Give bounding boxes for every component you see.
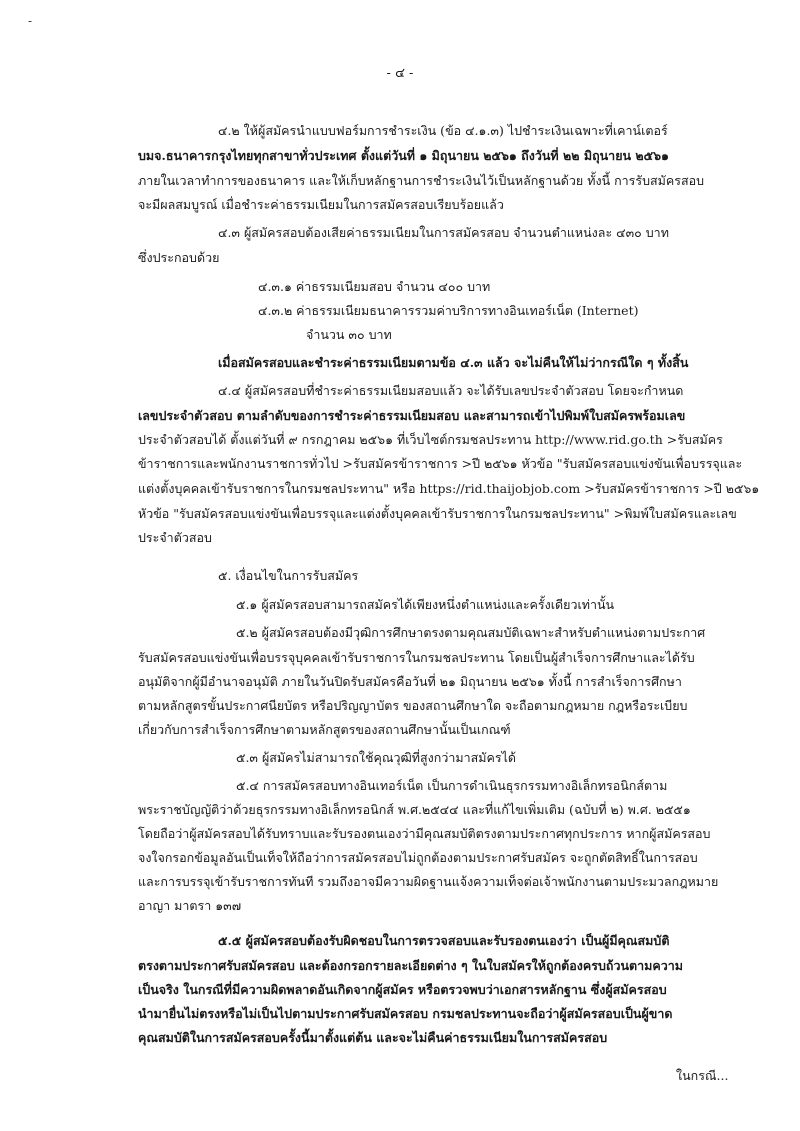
- para-5-4-line-6: อาญา มาตรา ๑๓๗: [138, 898, 242, 913]
- corner-mark: -: [28, 14, 33, 28]
- para-5-2-line-3: อนุมัติจากผู้มีอำนาจอนุมัติ ภายในวันปิดรับสมัครคือวันที่ ๒๑ มิถุนายน ๒๕๖๑ ทั้งนี้ การสำเร็จการศึกษา: [138, 674, 682, 689]
- para-5-5-line-5: คุณสมบัติในการสมัครสอบครั้งนี้มาตั้งแต่ต้น และจะไม่คืนค่าธรรมเนียมในการสมัครสอบ: [138, 1030, 608, 1045]
- para-5-5-line-4: นำมายื่นไม่ตรงหรือไม่เป็นไปตามประกาศรับสมัครสอบ กรมชลประทานจะถือว่าผู้สมัครสอบเป็นผู้ขาด: [138, 1006, 673, 1021]
- section-5-heading: ๕. เงื่อนไขในการรับสมัคร: [218, 568, 359, 583]
- para-4-2-line-1: ๔.๒ ให้ผู้สมัครนำแบบฟอร์มการชำระเงิน (ข้อ ๔.๑.๓) ไปชำระเงินเฉพาะที่เคาน์เตอร์: [218, 123, 668, 138]
- para-5-2-line-4: ตามหลักสูตรขั้นประกาศนียบัตร หรือปริญญาบัตร ของสถานศึกษาใด จะถือตามกฎหมาย กฎหรือระเบียบ: [138, 698, 688, 713]
- para-5-4-line-2: พระราชบัญญัติว่าด้วยธุรกรรมทางอิเล็กทรอนิกส์ พ.ศ.๒๕๔๔ และที่แก้ไขเพิ่มเติม (ฉบับที่ ๒) พ.ศ. ๒๕๕๑: [138, 802, 691, 817]
- para-4-3-1: ๔.๓.๑ ค่าธรรมเนียมสอบ จำนวน ๔๐๐ บาท: [258, 279, 491, 294]
- para-4-3-line-2: ซึ่งประกอบด้วย: [138, 250, 220, 265]
- para-5-2-line-2: รับสมัครสอบแข่งขันเพื่อบรรจุบุคคลเข้ารับราชการในกรมชลประทาน โดยเป็นผู้สำเร็จการศึกษาและได้รับ: [138, 650, 695, 665]
- para-4-3-line-1: ๔.๓ ผู้สมัครสอบต้องเสียค่าธรรมเนียมในการสมัครสอบ จำนวนตำแหน่งละ ๔๓๐ บาท: [218, 225, 669, 240]
- para-4-2-line-2: บมจ.ธนาคารกรุงไทยทุกสาขาทั่วประเทศ ตั้งแต่วันที่ ๑ มิถุนายน ๒๕๖๑ ถึงวันที่ ๒๒ มิถุนายน ๒๕๖๑: [138, 148, 669, 163]
- para-5-2-line-5: เกี่ยวกับการสำเร็จการศึกษาตามหลักสูตรของสถานศึกษานั้นเป็นเกณฑ์: [138, 722, 511, 737]
- para-4-3-2-line-1: ๔.๓.๒ ค่าธรรมเนียมธนาคารรวมค่าบริการทางอินเทอร์เน็ต (Internet): [258, 303, 639, 318]
- para-5-3: ๕.๓ ผู้สมัครไม่สามารถใช้คุณวุฒิที่สูงกว่ามาสมัครได้: [236, 750, 516, 765]
- para-4-4-line-2: เลขประจำตัวสอบ ตามลำดับของการชำระค่าธรรมเนียมสอบ และสามารถเข้าไปพิมพ์ใบสมัครพร้อมเลข: [138, 408, 686, 423]
- para-5-4-line-4: จงใจกรอกข้อมูลอันเป็นเท็จให้ถือว่าการสมัครสอบไม่ถูกต้องตามประกาศรับสมัคร จะถูกตัดสิทธิ์ในการสอบ: [138, 850, 698, 865]
- para-4-3-2-line-2: จำนวน ๓๐ บาท: [306, 327, 392, 342]
- para-4-4-line-3: ประจำตัวสอบได้ ตั้งแต่วันที่ ๙ กรกฎาคม ๒๕๖๑ ที่เว็บไซต์กรมชลประทาน http://www.rid.go.th >รับสมัคร: [138, 432, 723, 447]
- para-4-2-line-3: ภายในเวลาทำการของธนาคาร และให้เก็บหลักฐานการชำระเงินไว้เป็นหลักฐานด้วย ทั้งนี้ การรับสมัครสอบ: [138, 173, 705, 188]
- para-4-2-line-4: จะมีผลสมบูรณ์ เมื่อชำระค่าธรรมเนียมในการสมัครสอบเรียบร้อยแล้ว: [138, 197, 504, 212]
- para-4-4-line-7: ประจำตัวสอบ: [138, 530, 212, 545]
- para-5-4-line-1: ๕.๔ การสมัครสอบทางอินเทอร์เน็ต เป็นการดำเนินธุรกรรมทางอิเล็กทรอนิกส์ตาม: [236, 778, 668, 793]
- para-4-4-line-1: ๔.๔ ผู้สมัครสอบที่ชำระค่าธรรมเนียมสอบแล้ว จะได้รับเลขประจำตัวสอบ โดยจะกำหนด: [218, 383, 684, 398]
- page-number: - ๔ -: [386, 66, 414, 81]
- refund-note: เมื่อสมัครสอบและชำระค่าธรรมเนียมตามข้อ ๔.๓ แล้ว จะไม่คืนให้ไม่ว่ากรณีใด ๆ ทั้งสิ้น: [218, 355, 689, 370]
- para-4-4-line-5: แต่งตั้งบุคคลเข้ารับราชการในกรมชลประทาน" หรือ https://rid.thaijobjob.com >รับสมัครข้าราชการ >ปี ๒๕๖๑: [138, 481, 760, 496]
- para-5-4-line-3: โดยถือว่าผู้สมัครสอบได้รับทราบและรับรองตนเองว่ามีคุณสมบัติตรงตามประกาศทุกประการ หากผู้สมัครสอบ: [138, 826, 711, 841]
- para-5-5-line-1: ๕.๕ ผู้สมัครสอบต้องรับผิดชอบในการตรวจสอบและรับรองตนเองว่า เป็นผู้มีคุณสมบัติ: [218, 933, 670, 948]
- continuation-text: ในกรณี...: [676, 1068, 729, 1083]
- para-5-1: ๕.๑ ผู้สมัครสอบสามารถสมัครได้เพียงหนึ่งตำแหน่งและครั้งเดียวเท่านั้น: [236, 597, 615, 612]
- para-5-4-line-5: และการบรรจุเข้ารับราชการทันที รวมถึงอาจมีความผิดฐานแจ้งความเท็จต่อเจ้าพนักงานตามประมวลกฎหมาย: [138, 874, 719, 889]
- para-5-5-line-2: ตรงตามประกาศรับสมัครสอบ และต้องกรอกรายละเอียดต่าง ๆ ในใบสมัครให้ถูกต้องครบถ้วนตามความ: [138, 958, 684, 973]
- para-5-2-line-1: ๕.๒ ผู้สมัครสอบต้องมีวุฒิการศึกษาตรงตามคุณสมบัติเฉพาะสำหรับตำแหน่งตามประกาศ: [236, 625, 706, 640]
- para-4-4-line-6: หัวข้อ "รับสมัครสอบแข่งขันเพื่อบรรจุและแต่งตั้งบุคคลเข้ารับราชการในกรมชลประทาน" >พิมพ์ใบสมัครและเลข: [138, 506, 737, 521]
- para-4-4-line-4: ข้าราชการและพนักงานราชการทั่วไป >รับสมัครข้าราชการ >ปี ๒๕๖๑ หัวข้อ "รับสมัครสอบแข่งขันเพื่อบรรจุและ: [138, 456, 743, 471]
- para-5-5-line-3: เป็นจริง ในกรณีที่มีความผิดพลาดอันเกิดจากผู้สมัคร หรือตรวจพบว่าเอกสารหลักฐาน ซึ่งผู้สมัครสอบ: [138, 982, 667, 997]
